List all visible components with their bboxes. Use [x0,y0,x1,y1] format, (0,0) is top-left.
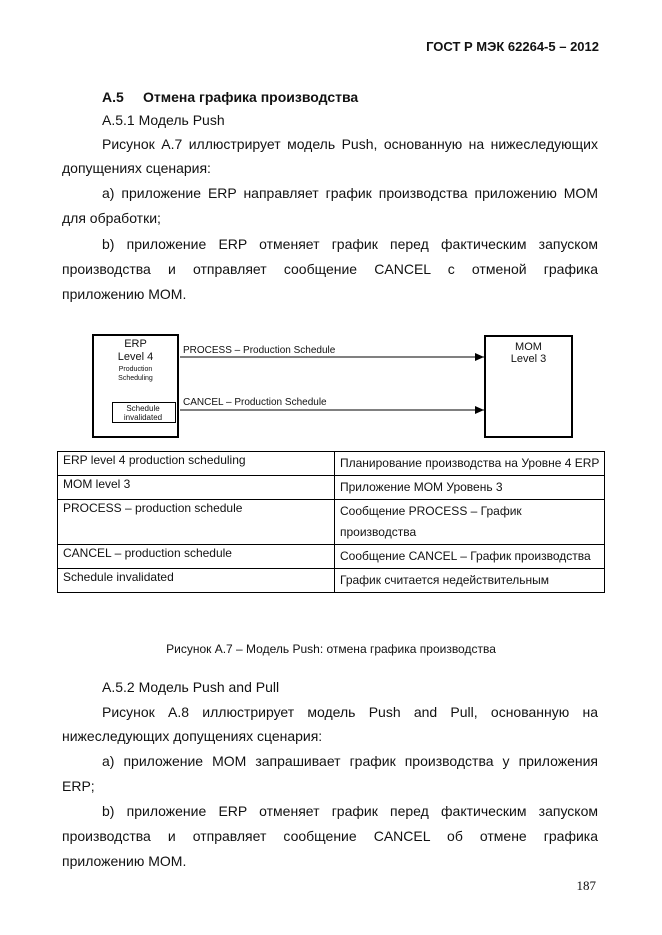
table-cell-en: Schedule invalidated [58,569,335,593]
section-title: Отмена графика производства [143,89,359,105]
inner-label: invalidated [123,413,163,422]
table-row [58,545,605,569]
table-row [58,500,605,545]
arrow-label-cancel: CANCEL – Production Schedule [183,397,327,408]
standard-header: ГОСТ Р МЭК 62264-5 – 2012 [426,39,599,54]
table-cell-en: ERP level 4 production scheduling [58,452,335,476]
subsection-heading: А.5.2 Модель Push and Pull [102,679,280,695]
table-cell-en: CANCEL – production schedule [58,545,335,569]
table-cell-ru: Приложение МОМ Уровень 3 [335,476,605,500]
page-number: 187 [576,878,596,893]
table-row [58,476,605,500]
erp-title: ERP [124,338,147,350]
list-item-a-cont: ERP; [62,778,95,794]
erp-sub: Scheduling [118,375,153,382]
arrow-label-process: PROCESS – Production Schedule [183,345,336,356]
inner-label: Schedule [126,404,160,413]
section-number: А.5 [102,89,124,105]
table-row [58,569,605,593]
table-cell-ru: Сообщение PROCESS – График производства [335,500,605,545]
list-item-b: b) приложение ERP отменяет график перед фактическим запуском [102,236,598,252]
table-cell-en: PROCESS – production schedule [58,500,335,545]
mom-title: MOM [515,341,542,353]
list-item-b-cont: приложению МОМ. [62,853,187,869]
table-cell-ru: График считается недействительным [335,569,605,593]
list-item-a: а) приложение ERP направляет график производства приложению МОМ [102,185,598,201]
paragraph-line: допущениях сценария: [62,160,211,176]
paragraph-line: нижеследующих допущениях сценария: [62,728,323,744]
subsection-heading: А.5.1 Модель Push [102,112,225,128]
list-item-b: b) приложение ERP отменяет график перед фактическим запуском [102,803,598,819]
mom-level: Level 3 [510,353,547,365]
list-item-b-cont: приложению МОМ. [62,286,187,302]
paragraph-line: Рисунок А.7 иллюстрирует модель Push, основанную на нижеследующих [102,136,598,152]
table-row [58,452,605,476]
arrowhead [475,353,484,361]
list-item-a-cont: для обработки; [62,210,161,226]
legend-table [57,451,605,593]
erp-sub: Production [118,366,153,373]
list-item-a: а) приложение МОМ запрашивает график производства у приложения [102,753,598,769]
erp-level: Level 4 [117,351,154,363]
list-item-b-cont: производства и отправляет сообщение CANCEL об отмене графика [62,828,598,844]
table-cell-ru: Планирование производства на Уровне 4 ERP [335,452,605,476]
table-cell-ru: Сообщение CANCEL – График производства [335,545,605,569]
mom-box [484,335,573,438]
schedule-invalidated-box [112,402,176,423]
table-cell-en: MOM level 3 [58,476,335,500]
figure-caption: Рисунок А.7 – Модель Push: отмена графика производства [166,642,496,656]
erp-box [92,334,179,438]
paragraph-line: Рисунок А.8 иллюстрирует модель Push and Pull, основанную на [102,704,598,720]
list-item-b-cont: производства и отправляет сообщение CANCEL с отменой графика [62,261,598,277]
arrowhead [475,406,484,414]
